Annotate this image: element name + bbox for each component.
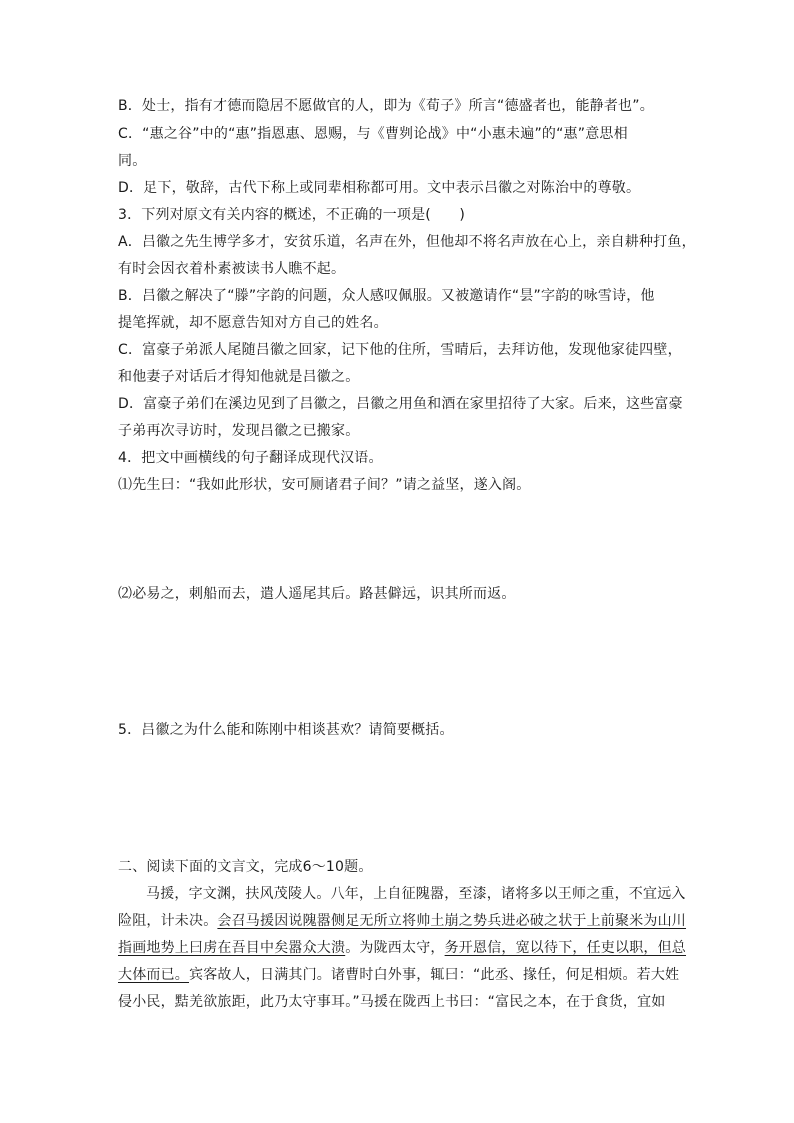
passage-line-3 [118,938,686,958]
option-c-q3: C．富豪子弟派人尾随吕徽之回家，记下他的住所，雪晴后，去拜访他，发现他家徒四壁， [118,342,682,358]
option-d-q3: D．富豪子弟们在溪边见到了吕徽之，吕徽之用鱼和酒在家里招待了大家。后来，这些富豪 [118,396,683,412]
option-a-q3: A．吕徽之先生博学多才，安贫乐道，名声在外，但他却不将名声放在心上，亲自耕种打鱼， [118,234,696,250]
passage-text: 。为陇西太守， [345,940,445,956]
section-two-heading: 二、阅读下面的文言文，完成6～10题。 [118,859,373,875]
option-b-q2: B．处士，指有才德而隐居不愿做官的人，即为《荀子》所言“德盛者也，能静者也”。 [118,98,654,114]
passage-line-2 [118,911,686,931]
option-a-q3-cont: 有时会因衣着朴素被读书人瞧不起。 [118,261,346,277]
underlined-sentence: 指画地势上曰虏在吾目中矣嚣众大溃 [118,940,346,956]
question-4-part-2: ⑵必易之，刺船而去，遣人遥尾其后。路甚僻远，识其所而返。 [118,586,516,602]
underlined-sentence: 务开恩信，宽以待下，任吏以职，但总 [444,940,687,956]
passage-text: 宾客故人，日满其门。诸曹时白外事，辄曰：“此丞、掾任，何足相烦。若大姓 [189,967,680,983]
underlined-sentence: 大体而已。 [118,967,189,983]
passage-line-5: 侵小民，黠羌欲旅距，此乃太守事耳。”马援在陇西上书曰：“富民之本，在于食货，宜如 [118,994,666,1010]
passage-line-1: 马援，字文渊，扶风茂陵人。八年，上自征隗嚣，至漆，诸将多以王师之重，不宜远入 [146,886,686,902]
option-c-q2-cont: 同。 [118,153,147,169]
passage-line-4 [118,965,679,985]
question-4: 4．把文中画横线的句子翻译成现代汉语。 [118,450,383,466]
option-c-q2: C．“惠之谷”中的“惠”指恩惠、恩赐，与《曹刿论战》中“小惠未遍”的“惠”意思相 [118,126,628,142]
option-b-q3-cont: 提笔挥就，却不愿意告知对方自己的姓名。 [118,315,388,331]
question-3: 3．下列对原文有关内容的概述，不正确的一项是( ) [118,207,466,223]
question-4-part-1: ⑴先生曰：“我如此形状，安可厕诸君子间？”请之益坚，遂入阁。 [118,477,531,493]
question-5: 5．吕徽之为什么能和陈刚中相谈甚欢？请简要概括。 [118,722,454,738]
option-d-q2: D．足下，敬辞，古代下称上或同辈相称都可用。文中表示吕徽之对陈治中的尊敬。 [118,180,641,196]
passage-text: 险阻，计未决。 [118,913,218,929]
option-d-q3-cont: 子弟再次寻访时，发现吕徽之已搬家。 [118,423,360,439]
option-b-q3: B．吕徽之解决了“滕”字韵的问题，众人感叹佩服。又被邀请作“昙”字韵的咏雪诗，他 [118,288,655,304]
underlined-sentence: 会召马援因说隗嚣侧足无所立将帅土崩之势兵进必破之状于上前聚米为山川 [217,913,687,929]
option-c-q3-cont: 和他妻子对话后才得知他就是吕徽之。 [118,369,360,385]
